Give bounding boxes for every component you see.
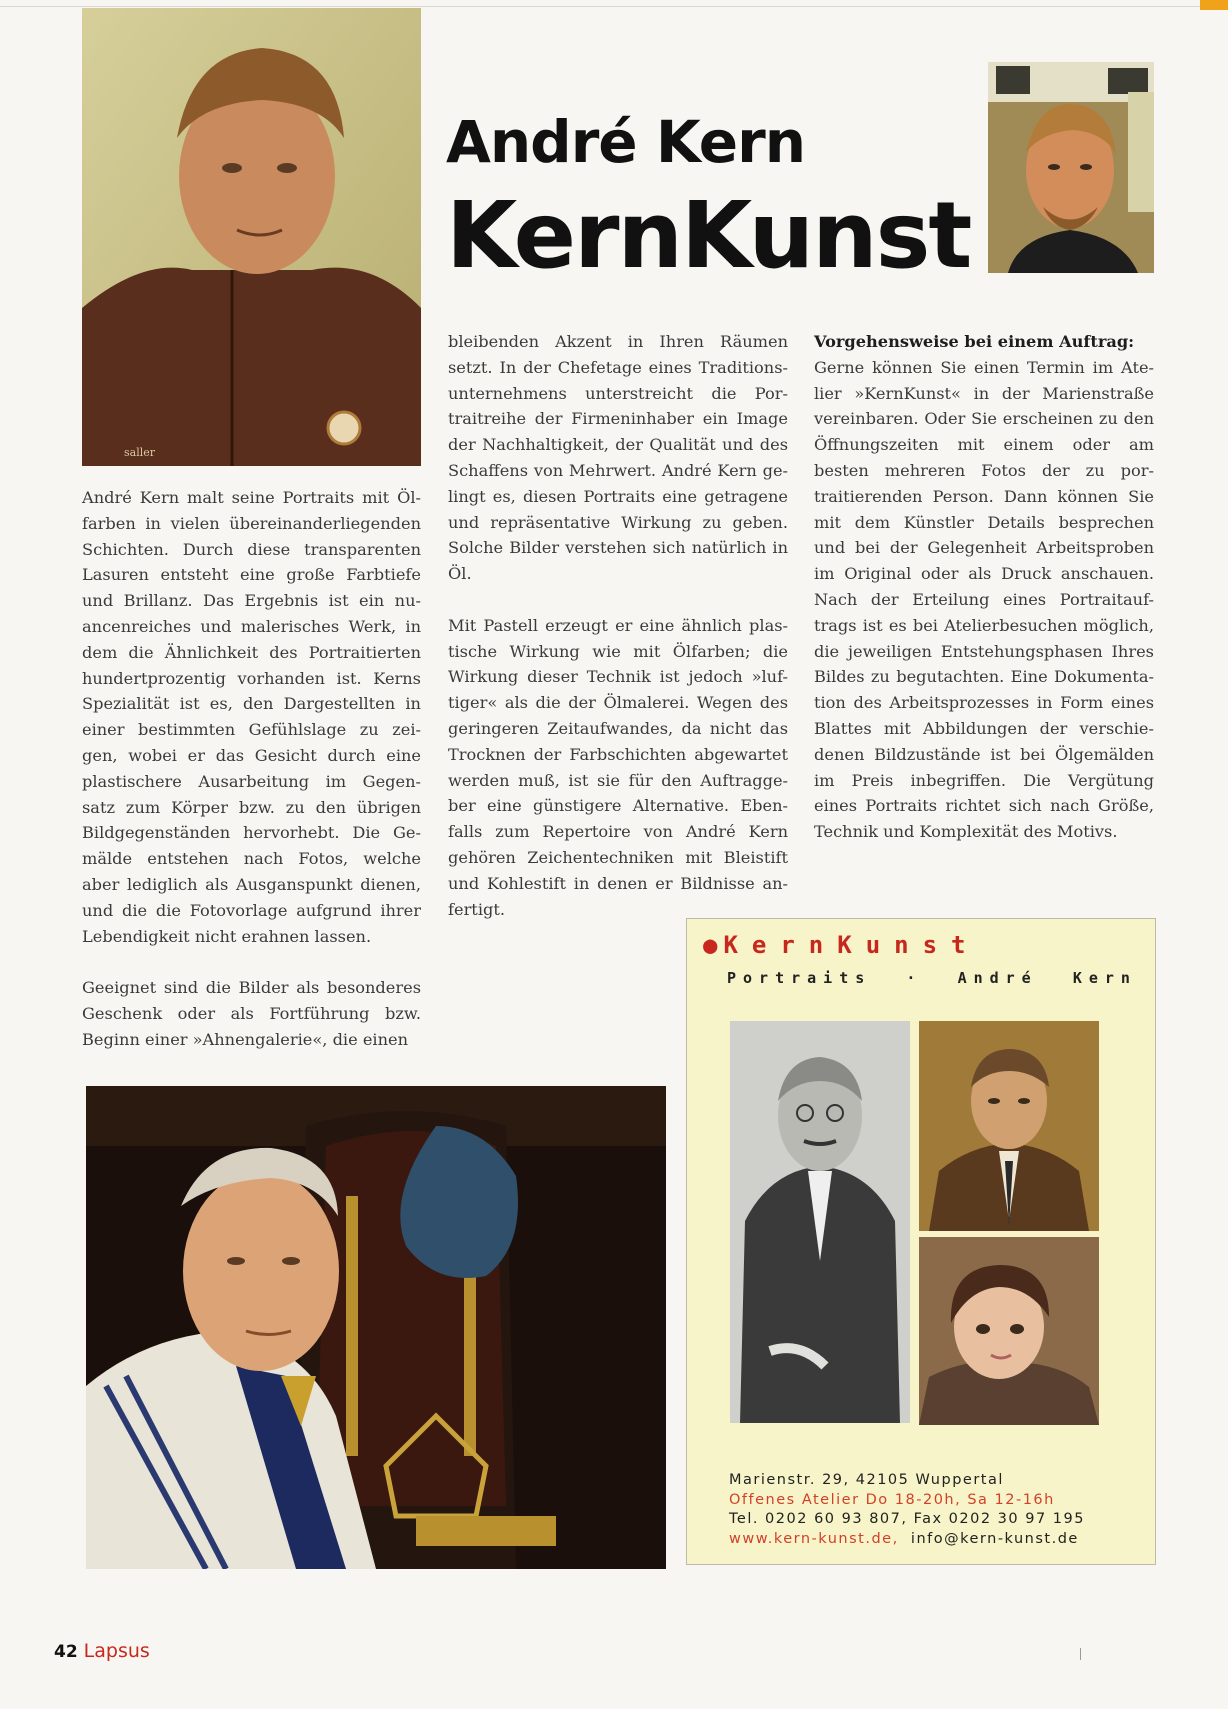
page-title-name: André Kern (446, 108, 805, 176)
ad-phone-fax: Tel. 0202 60 93 807, Fax 0202 30 97 195 (729, 1511, 1085, 1527)
text-column-3 (814, 329, 1154, 845)
page-mark (1080, 1648, 1081, 1660)
column1-paragraph1: André Kern malt seine Portraits mit Öl- farben in vielen übereinanderliegenden Schichten. Durch diese transparenten Lasuren entsteht eine große Farbtiefe und Brillanz. Das Ergebnis ist ein nu- ancenreiches und malerisches Werk, in dem die Ähnlichkeit des Portraitierten hundertprozentig vorhanden ist. Kerns Spezialität ist es, den Dargestellten in einer bestimmten Gefühlslage zu zei- gen, wobei er das Gesicht durch eine plastischere Ausarbeitung im Gegen- satz zum Körper bzw. zu den übrigen Bildgegenständen hervorhebt. Die Ge- mälde entstehen nach Fotos, welche aber lediglich als Ausganspunkt dienen, und die die Fotovorlage aufgrund ihrer Lebendigkeit nicht erahnen lassen. (82, 488, 421, 946)
portrait-signature: saller (124, 446, 156, 459)
column3-paragraph1: Gerne können Sie einen Termin im Ate- lier »KernKunst« in der Marienstraße vereinbaren. Oder Sie erscheinen zu den Öffnungszeiten mit einem oder am besten mehreren Fotos der zu por- traitierenden Person. Dann können Sie mit dem Künstler Details besprechen und bei der Gelegenheit Arbeitsproben im Original oder als Druck anschauen. Nach der Erteilung eines Portraitauf- trags ist es bei Atelierbesuchen möglich, die jeweiligen Entstehungsphasen Ihres Bildes zu begutachten. Eine Dokumenta- tion des Arbeitsprozesses in Form eines Blattes mit Abbildungen der verschie- denen Bildzustände ist bei Ölgemälden im Preis inbegriffen. Die Vergütung eines Portraits richtet sich nach Größe, Technik und Komplexität des Motivs. (814, 357, 1154, 842)
page-number: 42 (54, 1642, 78, 1662)
top-rule (0, 6, 1228, 7)
text-column-1 (82, 485, 421, 1053)
page-title-brand: KernKunst (446, 182, 971, 289)
artist-photo (988, 62, 1154, 273)
ad-email-link[interactable]: info@kern-kunst.de (910, 1530, 1079, 1547)
corner-accent (1200, 0, 1228, 10)
portrait-painting-man (82, 8, 421, 466)
ad-website-link[interactable]: www.kern-kunst.de, (729, 1530, 899, 1547)
oil-portrait-young-man (919, 1021, 1099, 1231)
advertisement-box (686, 918, 1156, 1565)
ad-brand-text: KernKunst (723, 931, 980, 959)
ad-subtitle (727, 969, 1137, 987)
bullet-dot-icon: ● (703, 931, 718, 959)
ad-subtitle-portraits: Portraits (727, 969, 872, 987)
ad-contact-info (729, 1471, 1085, 1549)
text-column-2 (448, 329, 788, 922)
page-footer (54, 1640, 150, 1662)
charcoal-portrait-drawing (730, 1021, 910, 1423)
magazine-name: Lapsus (83, 1640, 150, 1662)
column2-paragraph1: bleibenden Akzent in Ihren Räumen setzt. In der Chefetage eines Traditions- unternehmens unterstreicht die Por- traitreihe der Firmeninhaber ein Image der Nachhaltigkeit, der Qualität und des Schaffens von Mehrwert. André Kern ge- lingt es, diesen Portraits eine getragene und repräsentative Wirkung zu geben. Solche Bilder verstehen sich natürlich in Öl. (448, 332, 788, 584)
ad-address: Marienstr. 29, 42105 Wuppertal (729, 1472, 1004, 1488)
ad-opening-hours: Offenes Atelier Do 18-20h, Sa 12-16h (729, 1491, 1055, 1508)
column3-heading: Vorgehensweise bei einem Auftrag: (814, 332, 1135, 351)
pastel-portrait-child (919, 1237, 1099, 1425)
ad-subtitle-firstname: André (957, 969, 1038, 987)
ad-brand (703, 931, 980, 959)
rabbi-torah-painting (86, 1086, 666, 1569)
ad-subtitle-lastname: Kern (1072, 969, 1137, 987)
column1-paragraph2: Geeignet sind die Bilder als besonderes Geschenk oder als Fortführung bzw. Beginn einer »Ahnengalerie«, die einen (82, 978, 421, 1049)
column2-paragraph2: Mit Pastell erzeugt er eine ähnlich plas- tische Wirkung wie mit Ölfarben; die Wirkung dieser Technik ist jedoch »luf- tiger« als die der Ölmalerei. Wegen des geringeren Zeitaufwandes, da nicht das Trocknen der Farbschichten abgewartet werden muß, ist sie für den Auftragge- ber eine günstigere Alternative. Eben- falls zum Repertoire von André Kern gehören Zeichentechniken mit Bleistift und Kohlestift in denen er Bildnisse an- fertigt. (448, 615, 788, 919)
ad-subtitle-separator: · (906, 969, 923, 987)
